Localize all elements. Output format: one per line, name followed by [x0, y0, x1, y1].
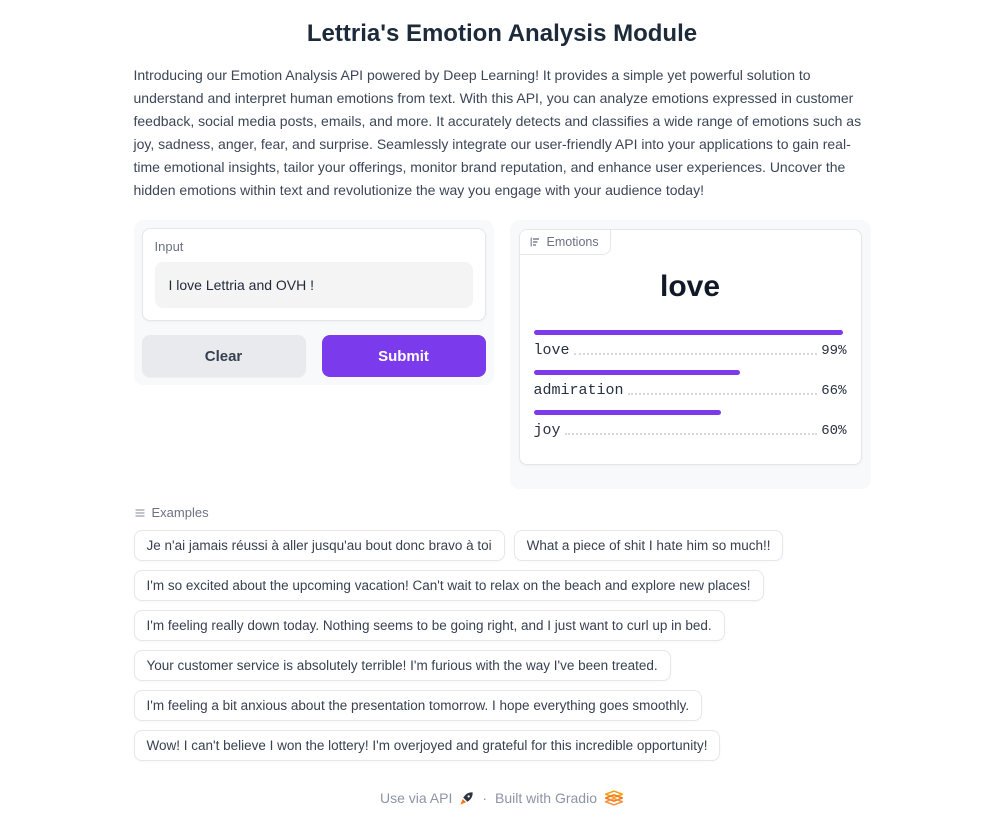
confidence-label: joy: [533, 422, 561, 439]
examples-list: [134, 530, 871, 761]
example-item[interactable]: I'm feeling a bit anxious about the presentation tomorrow. I hope everything goes smoothly.: [134, 690, 703, 721]
confidence-bar: [534, 330, 844, 335]
io-row: [134, 220, 871, 489]
confidence-value: 66%: [821, 383, 847, 399]
example-item[interactable]: I'm so excited about the upcoming vacation! Can't wait to relax on the beach and explore new places!: [134, 570, 764, 601]
example-item[interactable]: Wow! I can't believe I won the lottery! I'm overjoyed and grateful for this incredible opportunity!: [134, 730, 721, 761]
example-item[interactable]: Je n'ai jamais réussi à aller jusqu'au bout donc bravo à toi: [134, 530, 505, 561]
examples-header: [134, 505, 871, 520]
footer-separator: ·: [482, 790, 488, 806]
built-with-gradio-label: Built with Gradio: [495, 790, 597, 806]
use-via-api-link[interactable]: [380, 790, 474, 806]
example-item[interactable]: What a piece of shit I hate him so much!!: [514, 530, 784, 561]
dotted-leader: [574, 353, 818, 355]
list-icon: [134, 507, 146, 519]
confidence-label: love: [533, 342, 570, 359]
clear-button[interactable]: Clear: [142, 335, 306, 377]
input-column: [134, 220, 494, 385]
submit-button[interactable]: Submit: [322, 335, 486, 377]
top-emotion-value: love: [659, 270, 721, 303]
input-textarea[interactable]: [155, 262, 473, 308]
emotions-output-block: [519, 229, 862, 465]
footer: [0, 790, 1004, 822]
page-title: Lettria's Emotion Analysis Module: [306, 20, 698, 47]
confidence-value: 60%: [821, 423, 847, 439]
dotted-leader: [565, 433, 818, 435]
output-label-text: Emotions: [546, 235, 599, 249]
horizontal-bar-chart-icon: [529, 236, 541, 248]
gradio-layers-icon[interactable]: [604, 790, 624, 806]
input-label: Input: [154, 239, 184, 254]
built-with-gradio-link[interactable]: [495, 790, 624, 806]
examples-section: [134, 505, 871, 761]
button-row: [142, 335, 486, 377]
confidence-item: [534, 370, 847, 399]
use-via-api-label: Use via API: [380, 790, 453, 806]
example-item[interactable]: I'm feeling really down today. Nothing seems to be going right, and I just want to curl up in bed.: [134, 610, 725, 641]
confidence-value: 99%: [821, 343, 847, 359]
confidence-bar: [534, 410, 722, 415]
example-item[interactable]: Your customer service is absolutely terrible! I'm furious with the way I've been treated.: [134, 650, 671, 681]
rocket-icon[interactable]: [459, 791, 474, 806]
app-container: [134, 0, 871, 761]
output-column: [510, 220, 871, 489]
confidence-item: [534, 330, 847, 359]
confidence-bar: [534, 370, 741, 375]
confidence-item: [534, 410, 847, 439]
description-text: Introducing our Emotion Analysis API powered by Deep Learning! It provides a simple yet powerful solution to understand and interpret human emotions from text. With this API, you can analyze emotions expressed in customer feedback, social media posts, emails, and more. It accurately detects and classifies a wide range of emotions such as joy, sadness, anger, fear, and surprise. Seamlessly integrate our user-friendly API into your applications to gain real-time emotional insights, tailor your offerings, monitor brand reputation, and enhance user experiences. Uncover the hidden emotions within text and revolutionize the way you engage with your audience today!: [133, 67, 862, 198]
confidence-label: admiration: [533, 382, 624, 399]
confidence-list: [534, 330, 847, 439]
examples-label: Examples: [151, 505, 209, 520]
output-label-badge: [520, 230, 611, 255]
input-block: [142, 228, 486, 321]
dotted-leader: [628, 393, 818, 395]
